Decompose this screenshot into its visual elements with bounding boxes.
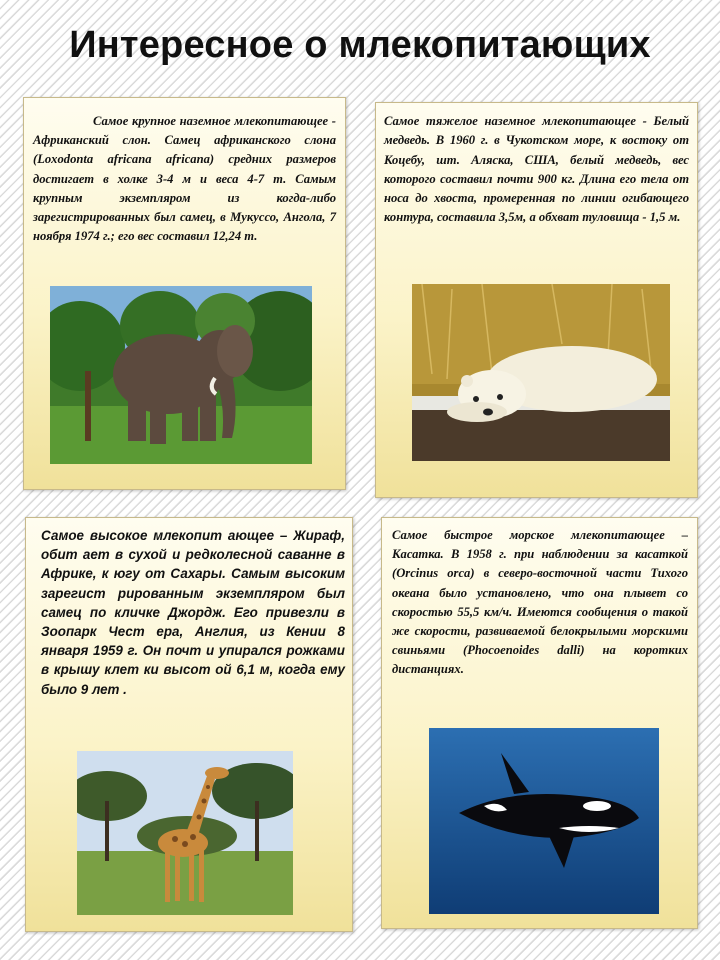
page-title: Интересное о млекопитающих xyxy=(69,24,651,66)
elephant-card xyxy=(23,97,346,490)
giraffe-text: Самое высокое млекопит ающее – Жираф, обит ает в сухой и редколесной саванне в Африке, к югу от Сахары. Самым высоким зарегист рированным экземпляром был самец по кличке Джордж. Его привезли в Зоопарк Чест ера, Англия, из Кении 8 января 1959 г. Он почт и упирался рожками в крышу клет ки высот ой 6,1 м, когда ему было 9 лет . xyxy=(41,528,345,697)
giraffe-photo xyxy=(77,751,293,915)
orca-photo xyxy=(429,728,659,914)
bear-card xyxy=(375,102,698,498)
orca-text: Самое быстрое морское млекопитающее – Касатка. В 1958 г. при наблюдении за касаткой (Orcinus orca) в северо-восточной части Тихого океана было установлено, что она плывет со скоростью 55,5 км/ч. Имеются сообщения о такой же скорости, развиваемой белокрылыми морскими свиньями (Phocoenoides dalli) на коротких дистанциях. xyxy=(392,528,688,677)
elephant-text: Самое крупное наземное млекопитающее - Африканский слон. Самец африканского слона (Loxodonta africana africana) средних размеров достигает в холке 3-4 м и веса 4-7 т. Самым крупным экземпляром из когда-либо зарегистрированных был самец, в Мукуссо, Ангола, 7 ноября 1974 г.; его вес составил 12,24 т. xyxy=(33,114,336,244)
giraffe-card xyxy=(25,517,353,932)
polar-bear-photo xyxy=(412,284,670,461)
orca-card xyxy=(381,517,698,929)
african-elephant-photo xyxy=(50,286,312,464)
bear-text: Самое тяжелое наземное млекопитающее - Белый медведь. В 1960 г. в Чукотском море, к востоку от Коцебу, шт. Аляска, США, белый медведь, вес которого составил почти 900 кг. Длина его тела от носа до хвоста, промеренная по линии огибающего контура, составила 3,5м, а обхват туловища - 1,5 м. xyxy=(384,114,689,225)
